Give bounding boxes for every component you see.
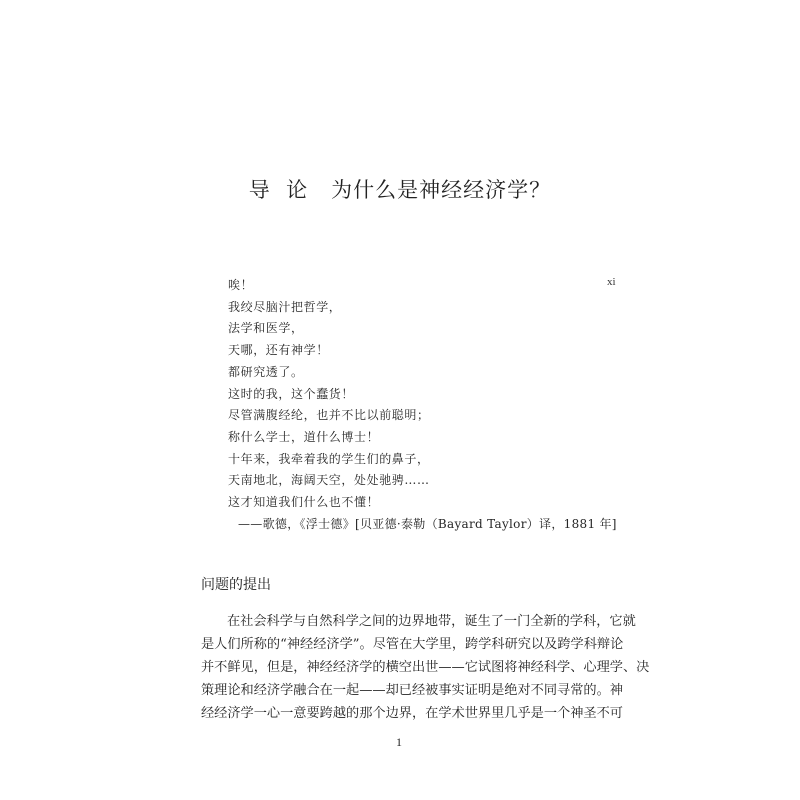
paragraph-line: 策理论和经济学融合在一起——却已经被事实证明是绝对不同寻常的。神 [201,683,623,698]
poem-line: 天哪，还有神学！ [228,343,329,358]
poem-line: 唉！ [228,278,254,292]
poem-line: 天南地北，海阔天空，处处驰骋…… [228,473,430,488]
margin-page-marker: xi [607,276,616,288]
section-heading: 问题的提出 [201,577,271,593]
poem-line: 我绞尽脑汁把哲学， [228,299,342,314]
poem-line: 这时的我，这个蠢货！ [228,386,355,401]
poem-line: 十年来，我牵着我的学生们的鼻子， [228,451,430,466]
poem-line: 尽管满腹经纶，也并不比以前聪明； [228,408,430,423]
epigraph-attribution: ——歌德，《浮士德》[贝亚德·泰勒（Bayard Taylor）译，1881 年] [238,516,617,531]
chapter-title: 导 论 为什么是神经经济学？ [248,178,552,202]
poem-line: 称什么学士，道什么博士！ [228,429,380,444]
paragraph-line: 经经济学一心一意要跨越的那个边界，在学术世界里几乎是一个神圣不可 [201,706,623,721]
body-paragraph [201,610,650,725]
poem-line: 都研究透了。 [228,364,304,379]
paragraph-line: 是人们所称的“神经经济学”。尽管在大学里，跨学科研究以及跨学科辩论 [201,637,624,652]
poem-line: 这才知道我们什么也不懂！ [228,495,380,510]
page-number: 1 [396,735,402,749]
paragraph-line: 并不鲜见，但是，神经经济学的横空出世——它试图将神经科学、心理学、决 [201,660,650,675]
paragraph-line: 在社会科学与自然科学之间的边界地带，诞生了一门全新的学科，它就 [227,614,636,629]
poem-line: 法学和医学， [228,321,304,336]
